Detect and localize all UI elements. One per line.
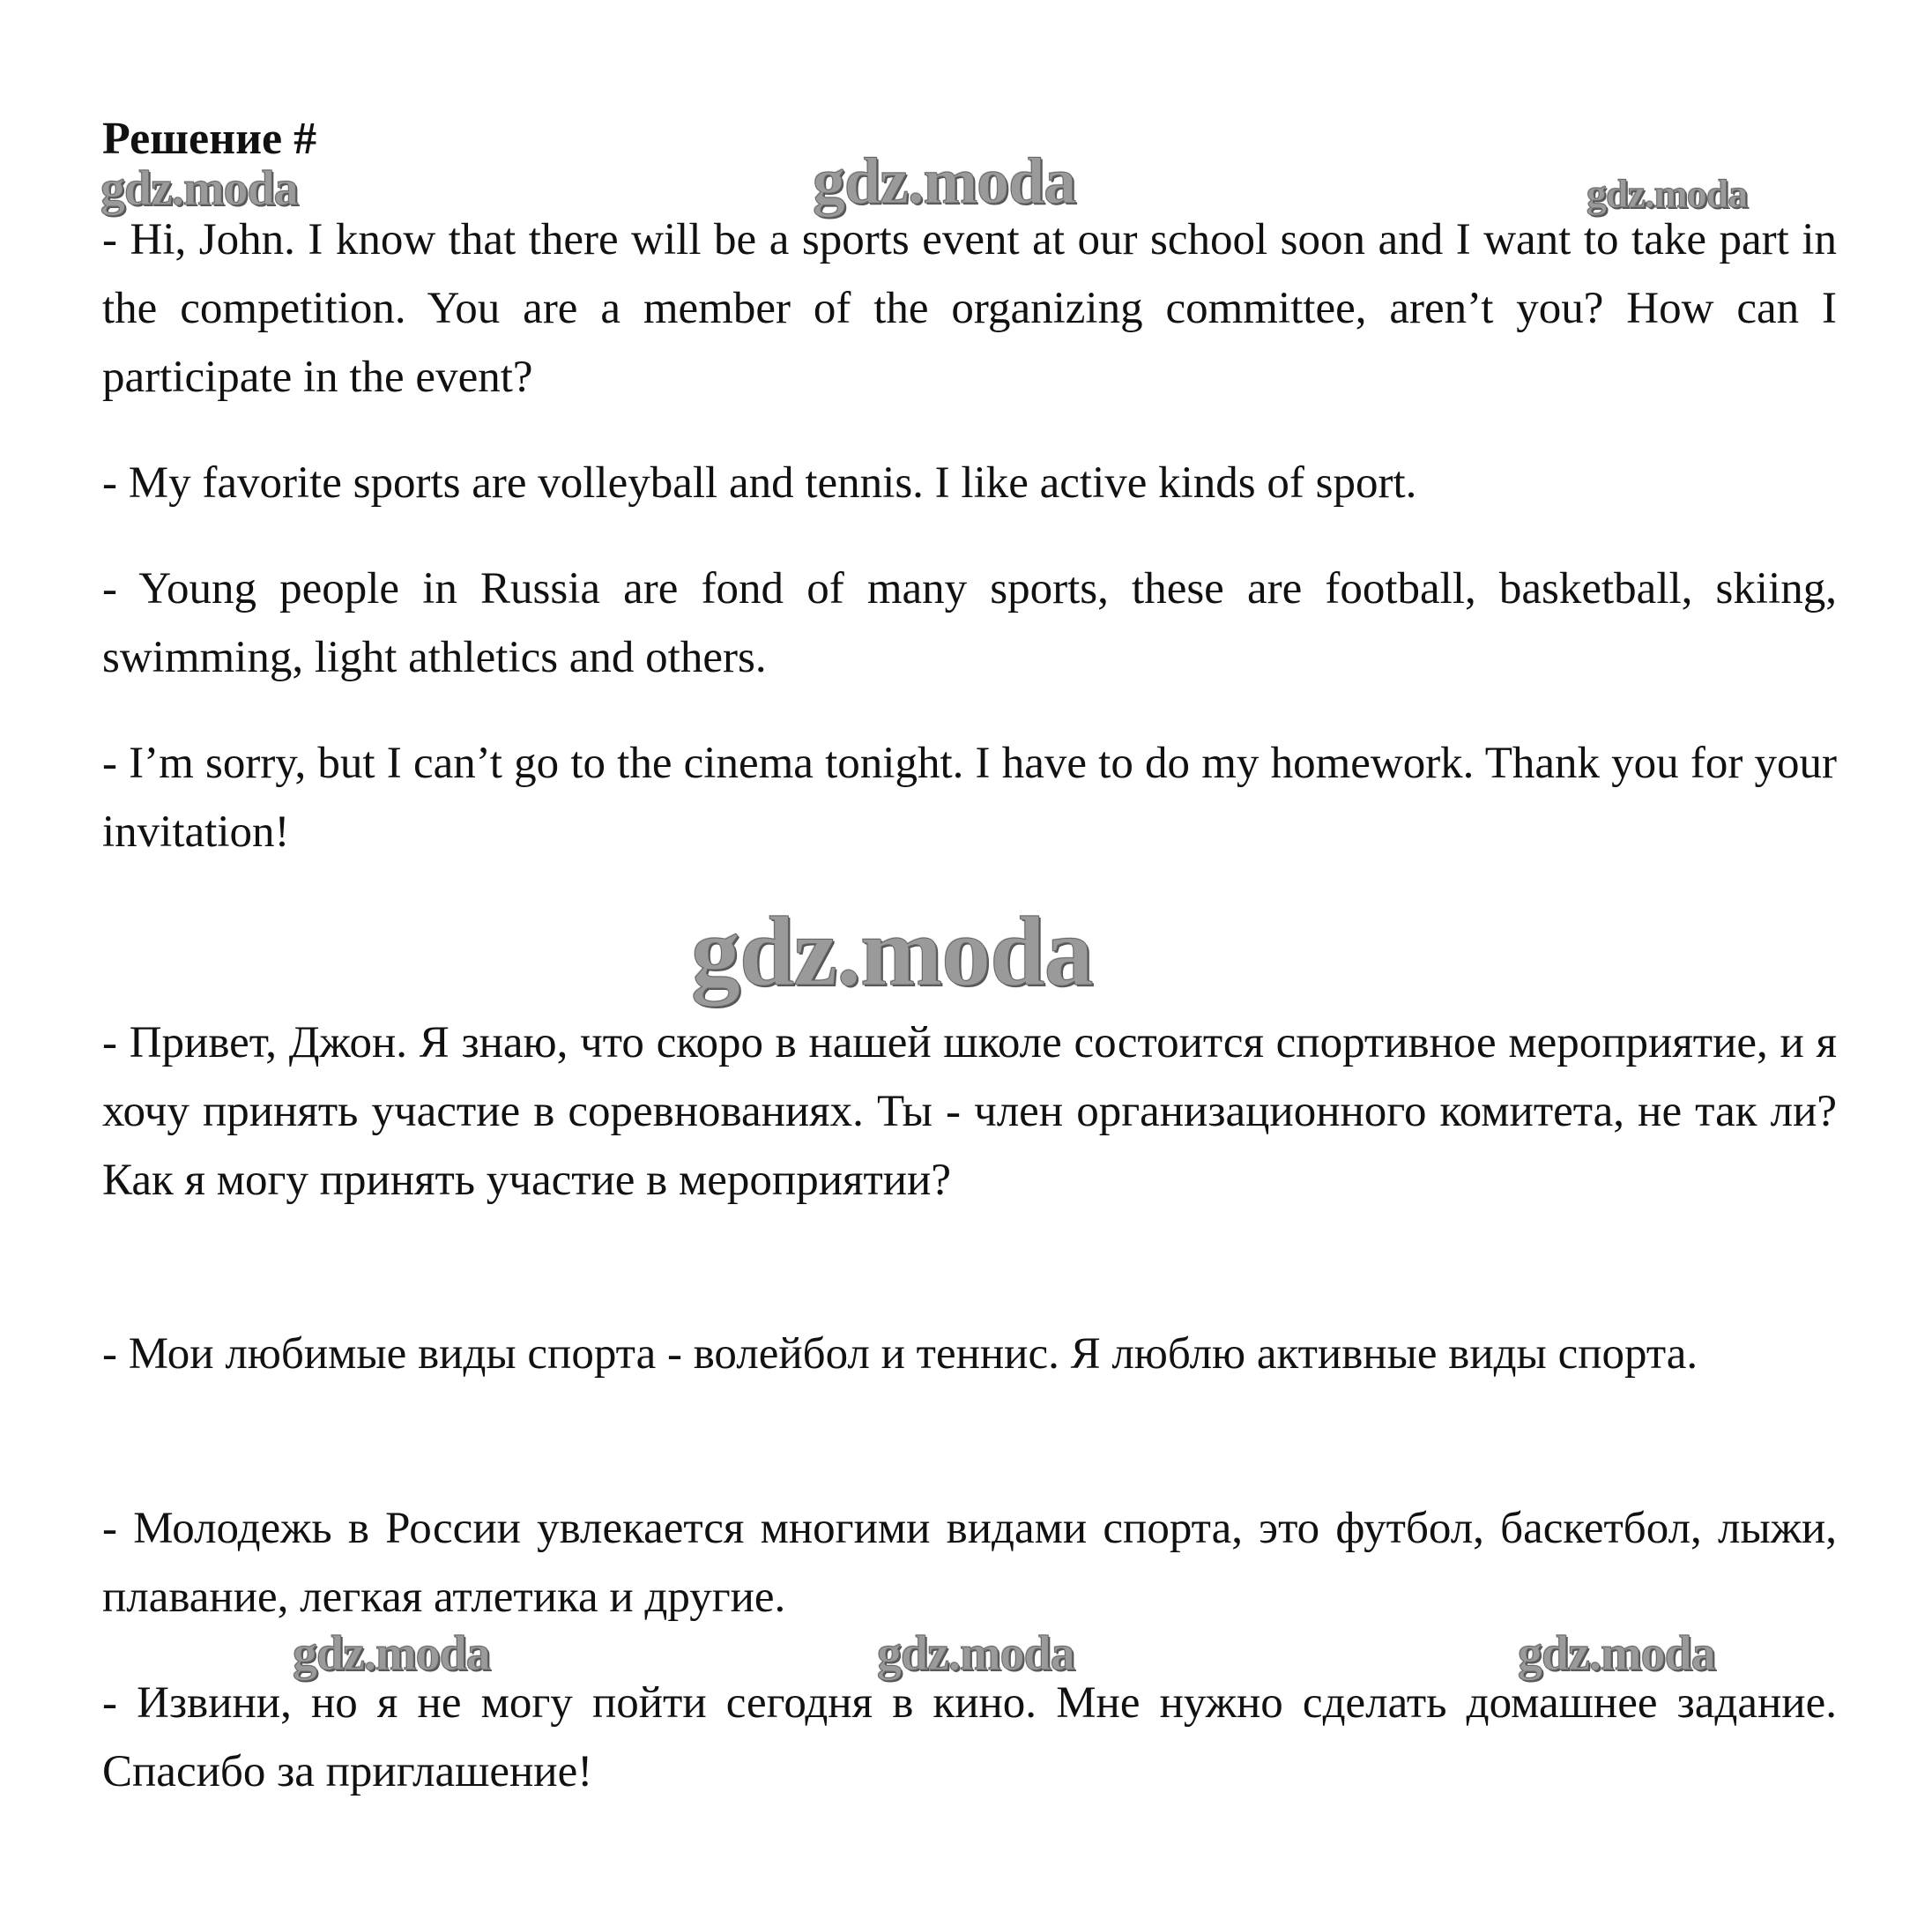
russian-paragraph: - Мои любимые виды спорта - волейбол и теннис. Я люблю активные виды спорта. [102,1329,1698,1379]
russian-paragraph: - Извини, но я не могу пойти сегодня в кино. Мне нужно сделать домашнее задание. Спасибо за приглашение! [102,1678,1837,1796]
watermark: gdz.moda [813,145,1076,218]
watermark: gdz.moda [1586,171,1748,216]
watermark-large: gdz.moda [691,897,1093,1007]
english-paragraph: - I’m sorry, but I can’t go to the cinema tonight. I have to do my homework. Thank you for your invitation! [102,739,1837,857]
solution-title: Решение # [102,114,317,164]
english-paragraph: - My favorite sports are volleyball and tennis. I like active kinds of sport. [102,458,1417,508]
watermark: gdz.moda [100,161,298,216]
english-paragraph: - Young people in Russia are fond of many sports, these are football, basketball, skiing, swimming, light athletics and others. [102,564,1837,682]
russian-paragraph: - Молодежь в России увлекается многими видами спорта, это футбол, баскетбол, лыжи, плавание, легкая атлетика и другие. [102,1504,1837,1622]
russian-paragraph: - Привет, Джон. Я знаю, что скоро в нашей школе состоится спортивное мероприятие, и я хочу принять участие в соревнованиях. Ты - член организационного комитета, не так ли? Как я могу принять участие в мероприятии? [102,1018,1837,1205]
watermark: gdz.moda [877,1626,1074,1681]
watermark: gdz.moda [293,1626,490,1681]
watermark: gdz.moda [1518,1626,1715,1681]
english-paragraph: - Hi, John. I know that there will be a sports event at our school soon and I want to take part in the competition. You are a member of the organizing committee, aren’t you? How can I participate in the event? [102,215,1837,402]
